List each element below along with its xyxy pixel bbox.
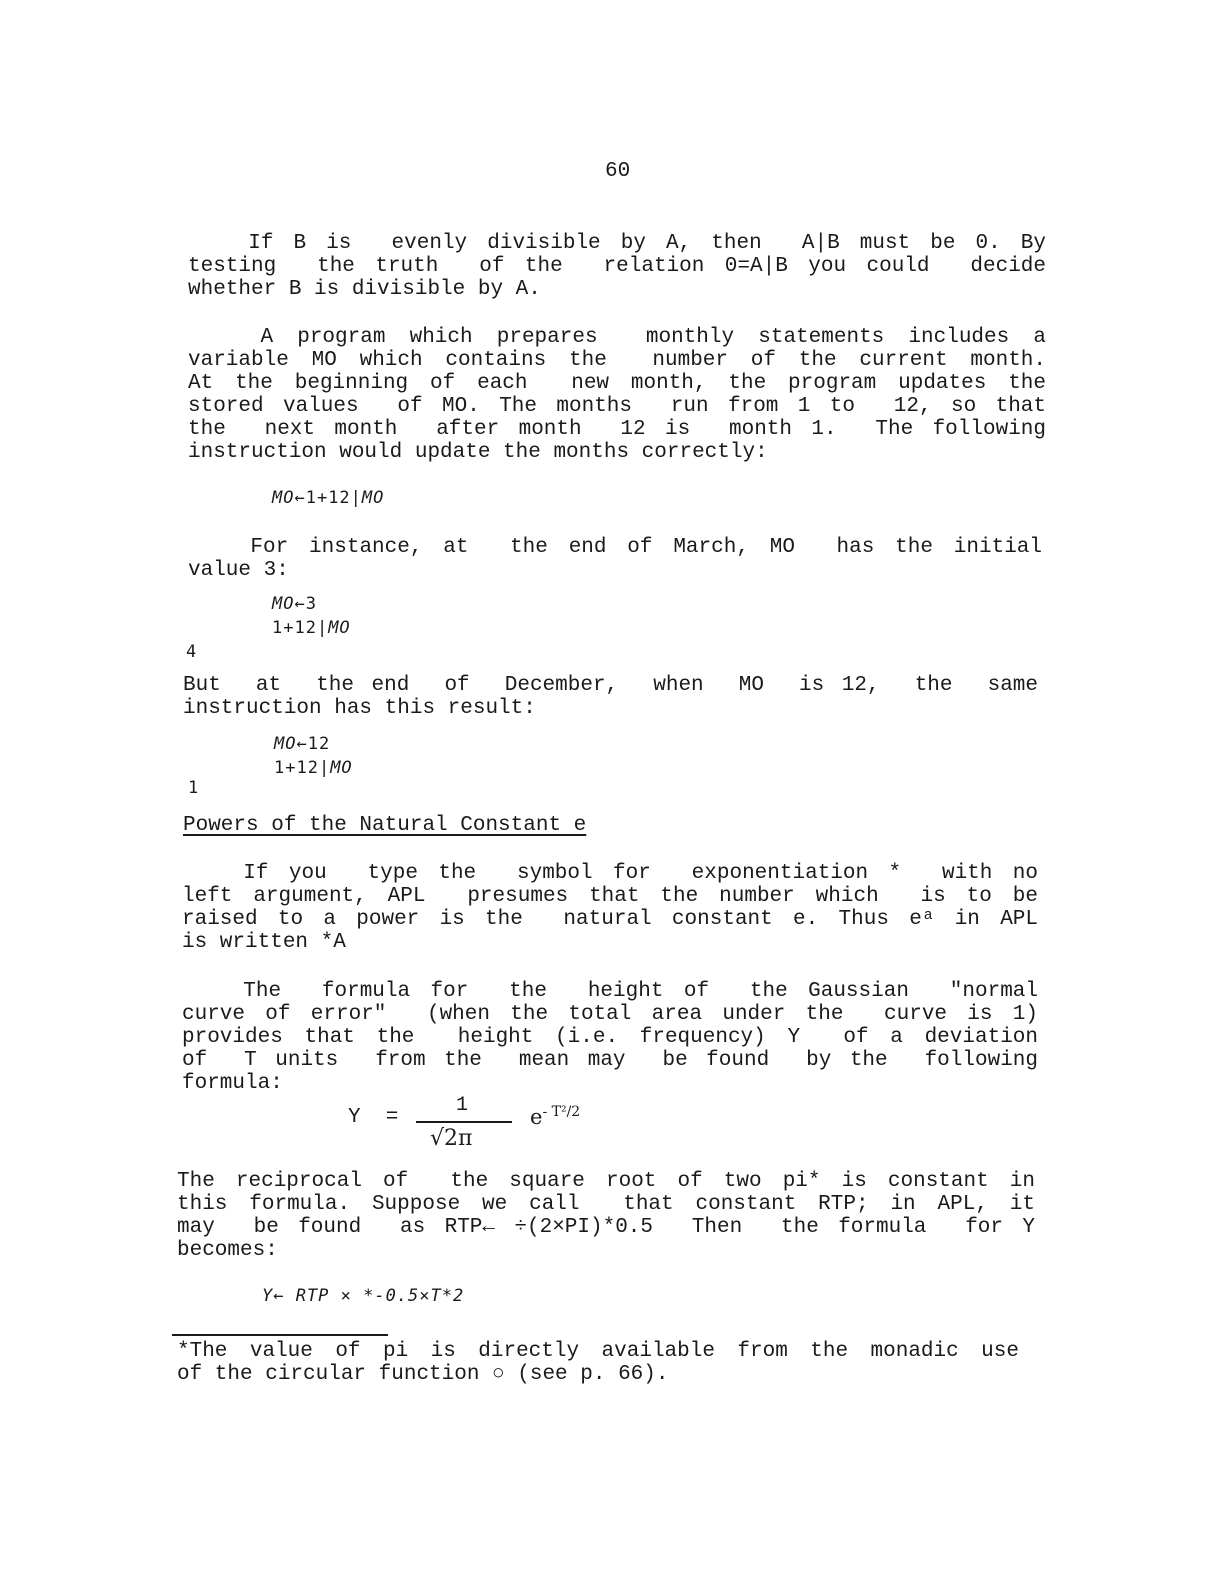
text-line: If B is evenly divisible by A, then A|B must be 0. By xyxy=(188,232,1046,255)
code-december-assign xyxy=(274,734,330,754)
code-march-eval xyxy=(272,618,351,638)
code-result: 1 xyxy=(188,778,200,798)
text-line: The formula for the height of the Gaussian "normal xyxy=(182,980,1038,1003)
footnote xyxy=(177,1340,1019,1386)
code-result: 4 xyxy=(186,642,198,662)
code-expr: ←3 xyxy=(294,594,317,614)
paragraph-reciprocal xyxy=(177,1170,1035,1262)
text-line: raised to a power is the natural constant e. Thus eᵃ in APL xyxy=(182,908,1038,931)
text-line: curve of error" (when the total area under the curve is 1) xyxy=(182,1003,1038,1026)
text-line: *The value of pi is directly available from the monadic use xyxy=(177,1340,1019,1363)
code-var: MO xyxy=(328,618,351,638)
text-line: may be found as RTP← ÷(2×PI)*0.5 Then the formula for Y xyxy=(177,1216,1035,1239)
code-var: MO xyxy=(361,488,385,508)
text-line: of T units from the mean may be found by the following xyxy=(182,1049,1038,1072)
code-expr: ←12 xyxy=(296,734,331,754)
text-line: variable MO which contains the number of the current month. xyxy=(188,349,1046,372)
text-line: value 3: xyxy=(188,559,289,582)
text-line: For instance, at the end of March, MO has the initial xyxy=(188,536,1042,559)
code-var: MO xyxy=(272,488,295,508)
paragraph-monthly-statements xyxy=(188,326,1046,464)
paragraph-gaussian xyxy=(182,980,1038,1095)
text-line: is written *A xyxy=(182,931,346,954)
text-line: The reciprocal of the square root of two pi* is constant in xyxy=(177,1170,1035,1193)
code-update-month xyxy=(272,488,384,508)
code-gaussian: Y← RTP × *-0.5×T*2 xyxy=(262,1286,465,1306)
code-expr: 1+12| xyxy=(274,758,331,778)
section-heading: Powers of the Natural Constant e xyxy=(183,814,587,837)
text-line: But at the end of December, when MO is 12, the same xyxy=(183,674,1038,697)
text-line: If you type the symbol for exponentiation * with no xyxy=(182,862,1038,885)
formula-base: e xyxy=(530,1105,543,1129)
text-line: the next month after month 12 is month 1. The following xyxy=(188,418,1046,441)
code-var: MO xyxy=(272,594,295,614)
text-line: instruction has this result: xyxy=(183,697,536,720)
page-number: 60 xyxy=(605,160,631,183)
text-line: A program which prepares monthly statements includes a xyxy=(188,326,1046,349)
text-line: left argument, APL presumes that the number which is to be xyxy=(182,885,1038,908)
code-expr: 1+12| xyxy=(272,618,329,638)
code-var: MO xyxy=(274,734,297,754)
text-line: this formula. Suppose we call that constant RTP; in APL, it xyxy=(177,1193,1035,1216)
formula-numerator: 1 xyxy=(456,1094,469,1117)
text-line: provides that the height (i.e. frequency) Y of a deviation xyxy=(182,1026,1038,1049)
footnote-rule xyxy=(172,1334,388,1336)
text-line: At the beginning of each new month, the program updates the xyxy=(188,372,1046,395)
text-line: whether B is divisible by A. xyxy=(188,278,541,301)
code-december-eval xyxy=(274,758,353,778)
text-line: of the circular function ○ (see p. 66). xyxy=(177,1363,669,1386)
formula-exponential xyxy=(530,1104,580,1129)
paragraph-march-example xyxy=(188,536,1042,582)
code-march-assign xyxy=(272,594,317,614)
code-expr: ←1+12| xyxy=(294,488,362,508)
text-line: becomes: xyxy=(177,1239,278,1262)
paragraph-exponentiation xyxy=(182,862,1038,954)
formula-lhs: Y = xyxy=(348,1106,399,1129)
code-var: MO xyxy=(330,758,353,778)
formula-denominator: √2π xyxy=(430,1126,473,1151)
fraction-bar xyxy=(416,1121,512,1123)
formula-power: - T²/2 xyxy=(542,1104,581,1120)
text-line: testing the truth of the relation 0=A|B you could decide xyxy=(188,255,1046,278)
paragraph-divisibility xyxy=(188,232,1046,301)
text-line: stored values of MO. The months run from 1 to 12, so that xyxy=(188,395,1046,418)
paragraph-december-example xyxy=(183,674,1038,720)
text-line: formula: xyxy=(182,1072,283,1095)
text-line: instruction would update the months correctly: xyxy=(188,441,768,464)
